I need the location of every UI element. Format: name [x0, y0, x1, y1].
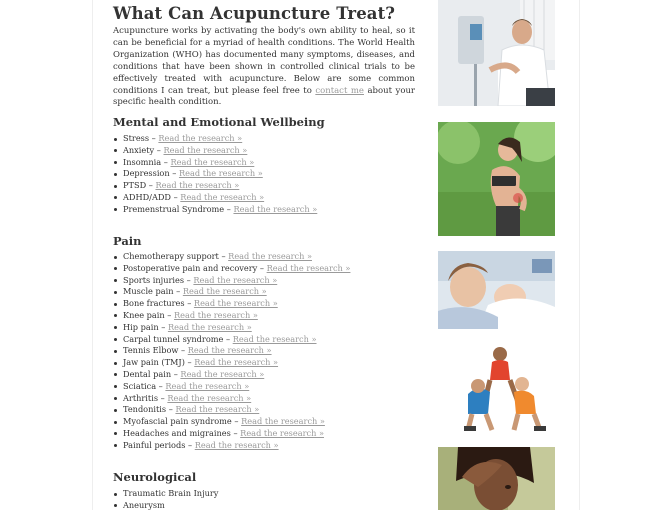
condition-item	[123, 168, 317, 180]
read-research-link[interactable]: Read the research »	[167, 321, 252, 332]
condition-item	[123, 145, 317, 157]
condition-item	[123, 357, 350, 369]
section-heading-neurological: Neurological	[113, 470, 197, 484]
condition-name: Sciatica	[123, 380, 157, 391]
condition-name: Arthritis	[123, 392, 159, 403]
condition-item	[123, 322, 350, 334]
iv-drip-patient-photo	[438, 0, 555, 106]
separator-dash: –	[178, 345, 188, 356]
separator-dash: –	[164, 309, 175, 320]
condition-item	[123, 310, 350, 322]
read-research-link[interactable]: Read the research »	[175, 404, 260, 415]
separator-dash: –	[184, 274, 194, 285]
condition-name: Jaw pain (TMJ)	[123, 357, 185, 368]
read-research-link[interactable]: Read the research »	[158, 133, 243, 143]
section-heading-mental: Mental and Emotional Wellbeing	[113, 115, 325, 129]
page-title: What Can Acupuncture Treat?	[113, 4, 396, 23]
intro-after-text: about your specific health condition.	[113, 85, 415, 108]
separator-dash: –	[158, 392, 168, 403]
condition-name: Dental pain	[123, 368, 172, 379]
condition-item	[123, 334, 350, 346]
condition-item	[123, 192, 317, 204]
read-research-link[interactable]: Read the research »	[170, 156, 255, 167]
condition-name: Muscle pain	[123, 286, 174, 297]
condition-name: Tennis Elbow	[123, 345, 179, 356]
read-research-link[interactable]: Read the research »	[187, 345, 272, 356]
condition-name: Headaches and migraines	[123, 427, 231, 438]
condition-name: Bone fractures	[123, 298, 185, 309]
condition-item	[123, 369, 350, 381]
read-research-link[interactable]: Read the research »	[165, 380, 250, 391]
condition-list-pain	[113, 251, 350, 452]
separator-dash: –	[173, 286, 183, 297]
read-research-link[interactable]: Read the research »	[180, 191, 265, 202]
read-research-link[interactable]: Read the research »	[155, 180, 240, 191]
condition-item	[123, 345, 350, 357]
separator-dash: –	[156, 380, 166, 391]
separator-dash: –	[149, 133, 159, 143]
separator-dash: –	[231, 416, 242, 427]
mother-newborn-photo	[438, 251, 555, 329]
condition-item	[123, 133, 317, 145]
read-research-link[interactable]: Read the research »	[194, 357, 279, 368]
separator-dash: –	[218, 251, 229, 261]
condition-list-mental	[113, 133, 317, 216]
condition-name: Tendonitis	[123, 404, 167, 415]
condition-item	[123, 180, 317, 192]
read-research-link[interactable]: Read the research »	[178, 168, 263, 179]
separator-dash: –	[170, 191, 181, 202]
condition-name: Chemotherapy support	[123, 251, 219, 261]
woman-back-pain-photo	[438, 122, 555, 236]
read-research-link[interactable]: Read the research »	[193, 298, 278, 309]
separator-dash: –	[257, 262, 267, 273]
separator-dash: –	[230, 427, 241, 438]
read-research-link[interactable]: Read the research »	[233, 203, 318, 214]
read-research-link[interactable]: Read the research »	[174, 309, 258, 320]
condition-item	[123, 488, 218, 500]
condition-name: Premenstrual Syndrome	[123, 203, 225, 214]
condition-item	[123, 275, 350, 287]
read-research-link[interactable]: Read the research »	[163, 144, 248, 155]
condition-name: Aneurysm	[123, 499, 165, 510]
condition-name: Carpal tunnel syndrome	[123, 333, 224, 344]
read-research-link[interactable]: Read the research »	[180, 368, 265, 379]
condition-item	[123, 416, 350, 428]
condition-item	[123, 381, 350, 393]
condition-item	[123, 440, 350, 452]
separator-dash: –	[158, 321, 168, 332]
condition-name: Insomnia	[123, 156, 162, 167]
condition-item	[123, 286, 350, 298]
runner-knee-injury-photo	[438, 344, 555, 432]
separator-dash: –	[171, 368, 181, 379]
condition-item	[123, 428, 350, 440]
separator-dash: –	[146, 180, 156, 191]
condition-name: Knee pain	[123, 309, 165, 320]
separator-dash: –	[184, 357, 195, 368]
read-research-link[interactable]: Read the research »	[194, 439, 279, 450]
read-research-link[interactable]: Read the research »	[167, 392, 252, 403]
condition-name: Myofascial pain syndrome	[123, 416, 232, 427]
condition-name: Traumatic Brain Injury	[123, 488, 219, 498]
contact-me-link[interactable]: contact me	[315, 85, 364, 96]
separator-dash: –	[166, 404, 176, 415]
condition-name: Depression	[123, 168, 170, 179]
condition-list-neurological	[113, 488, 218, 512]
intro-paragraph	[113, 26, 415, 109]
condition-name: Sports injuries	[123, 274, 185, 285]
condition-item	[123, 298, 350, 310]
condition-item	[123, 263, 350, 275]
separator-dash: –	[185, 439, 195, 450]
condition-name: Painful periods	[123, 439, 186, 450]
read-research-link[interactable]: Read the research »	[240, 427, 324, 438]
condition-name: ADHD/ADD	[123, 191, 171, 202]
separator-dash: –	[169, 168, 179, 179]
condition-name: PTSD	[123, 180, 147, 191]
separator-dash: –	[154, 144, 164, 155]
condition-item	[123, 204, 317, 216]
condition-name: Stress	[123, 133, 150, 143]
condition-name: Postoperative pain and recovery	[123, 262, 258, 273]
condition-item	[123, 157, 317, 169]
intro-text: Acupuncture works by activating the body's own ability to heal, so it can be beneficial for a myriad of health conditions. The World Health Organization (WHO) has documented many symptoms, diseases, and conditions that have been shown in controlled clinical trials to be effectively treated with acupuncture. Below are some common conditions I can treat, but please feel free to	[113, 26, 415, 96]
woman-headache-photo	[438, 447, 555, 510]
separator-dash: –	[224, 203, 234, 214]
read-research-link[interactable]: Read the research »	[232, 333, 317, 344]
condition-name: Hip pain	[123, 321, 159, 332]
read-research-link[interactable]: Read the research »	[193, 274, 278, 285]
read-research-link[interactable]: Read the research »	[266, 262, 351, 273]
read-research-link[interactable]: Read the research »	[241, 416, 325, 427]
condition-item	[123, 404, 350, 416]
condition-item	[123, 251, 350, 263]
condition-name: Anxiety	[123, 144, 155, 155]
separator-dash: –	[184, 298, 194, 309]
read-research-link[interactable]: Read the research »	[228, 251, 312, 261]
section-heading-pain: Pain	[113, 234, 142, 248]
separator-dash: –	[161, 156, 171, 167]
separator-dash: –	[223, 333, 233, 344]
condition-item	[123, 393, 350, 405]
read-research-link[interactable]: Read the research »	[182, 286, 267, 297]
